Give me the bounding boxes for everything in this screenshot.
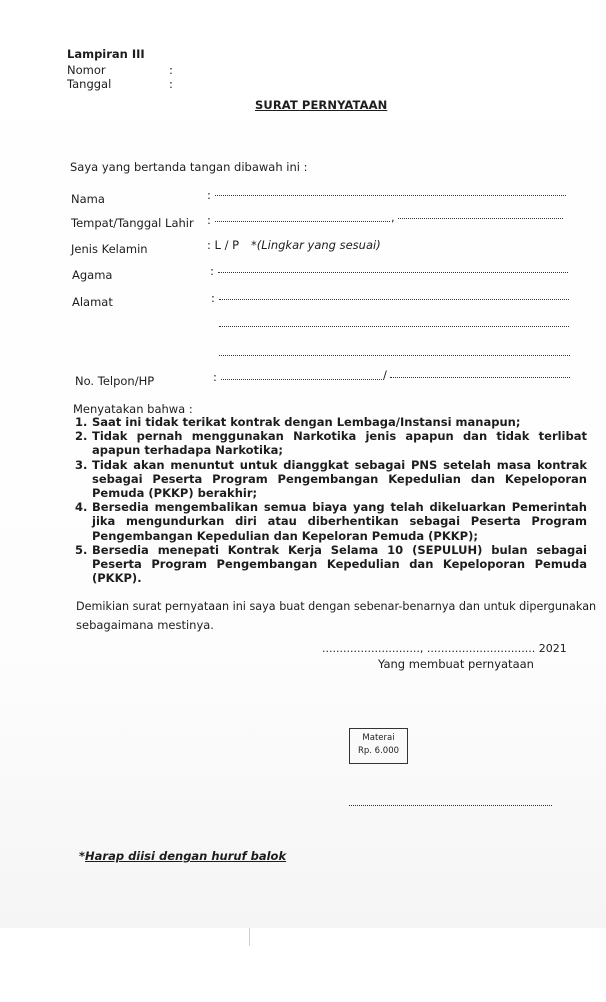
jenis-kelamin-label: Jenis Kelamin (71, 242, 148, 256)
signature-place-date: ............................, ............................... 2021 (322, 642, 567, 655)
attachment-title: Lampiran III (67, 47, 145, 61)
document-title: SURAT PERNYATAAN (255, 98, 388, 112)
agama-fill-line[interactable] (218, 272, 568, 273)
alamat-fill-line-3[interactable] (219, 355, 570, 356)
hp-fill-line[interactable] (390, 377, 570, 378)
jenis-kelamin-options: : L / P (207, 238, 240, 252)
statement-lead: Menyatakan bahwa : (73, 402, 193, 416)
list-item-text: Tidak pernah menggunakan Narkotika jenis apapun dan tidak terlibat apapun terhadapa Narkotika; (92, 429, 587, 458)
closing-line-1: Demikian surat pernyataan ini saya buat dengan sebenar-benarnya dan untuk dipergunakan (76, 600, 597, 613)
list-item-number: 1. (75, 415, 88, 429)
ttl-label: Tempat/Tanggal Lahir (71, 216, 194, 230)
alamat-label: Alamat (72, 295, 113, 309)
list-item (75, 415, 587, 429)
alamat-colon: : (211, 291, 215, 305)
list-item-text: Saat ini tidak terikat kontrak dengan Lembaga/Instansi manapun; (92, 415, 521, 429)
telpon-slash: / (383, 368, 387, 382)
telpon-fill-line[interactable] (221, 379, 382, 380)
footnote (79, 849, 286, 863)
statement-list (75, 415, 587, 585)
list-item-text: Bersedia menepati Kontrak Kerja Selama 10 (SEPULUH) bulan sebagai Peserta Program Pengembangan Kepedulian dan Kepeloporan Pemuda (PKKP). (92, 542, 587, 586)
list-item-number: 4. (75, 500, 88, 515)
list-item-number: 3. (75, 457, 88, 472)
nama-label: Nama (71, 192, 105, 206)
agama-label: Agama (72, 268, 113, 282)
list-item (75, 543, 587, 586)
list-item-text: Bersedia mengembalikan semua biaya yang telah dikeluarkan Pemerintah jika mengundurkan diri atau diberhentikan sebagai Peserta Program Pengembangan Kepedulian dan Kepeloran Pemuda (PKKP); (92, 500, 587, 543)
nomor-label: Nomor (67, 63, 106, 77)
footnote-star: * (79, 849, 86, 863)
tanggal-label: Tanggal (67, 77, 112, 91)
nomor-colon: : (169, 63, 173, 77)
ttl-date-fill-line[interactable] (398, 218, 563, 219)
list-item (75, 458, 587, 501)
ttl-place-fill-line[interactable] (215, 221, 390, 222)
footnote-text: Harap diisi dengan huruf balok (85, 849, 287, 863)
tanggal-colon: : (169, 77, 173, 91)
intro-text: Saya yang bertanda tangan dibawah ini : (70, 160, 308, 174)
list-item-number: 2. (75, 429, 88, 444)
scan-mark (249, 928, 250, 946)
ttl-comma: , (391, 210, 395, 224)
signature-label: Yang membuat pernyataan (378, 657, 534, 671)
list-item-text: Tidak akan menuntut untuk dianggkat sebagai PNS setelah masa kontrak sebagai Peserta Program Pengembangan Kepedulian dan Kepeloporan Pemuda (PKKP) berakhir; (92, 457, 587, 501)
ttl-colon: : (207, 213, 211, 227)
stamp-value: Rp. 6.000 (357, 746, 400, 756)
stamp-box (349, 728, 408, 764)
nama-fill-line[interactable] (215, 195, 566, 196)
signature-fill-line[interactable] (349, 805, 552, 806)
telpon-colon: : (213, 370, 217, 384)
alamat-fill-line-1[interactable] (219, 299, 569, 300)
list-item-number: 5. (75, 542, 88, 557)
alamat-fill-line-2[interactable] (219, 326, 569, 327)
jenis-kelamin-note: *(Lingkar yang sesuai) (251, 238, 381, 252)
list-item (75, 500, 587, 543)
list-item (75, 429, 587, 457)
agama-colon: : (210, 264, 214, 278)
nama-colon: : (207, 188, 211, 202)
telpon-label: No. Telpon/HP (75, 374, 155, 388)
stamp-label: Materai (362, 733, 395, 743)
closing-line-2: sebagaimana mestinya. (76, 618, 214, 632)
